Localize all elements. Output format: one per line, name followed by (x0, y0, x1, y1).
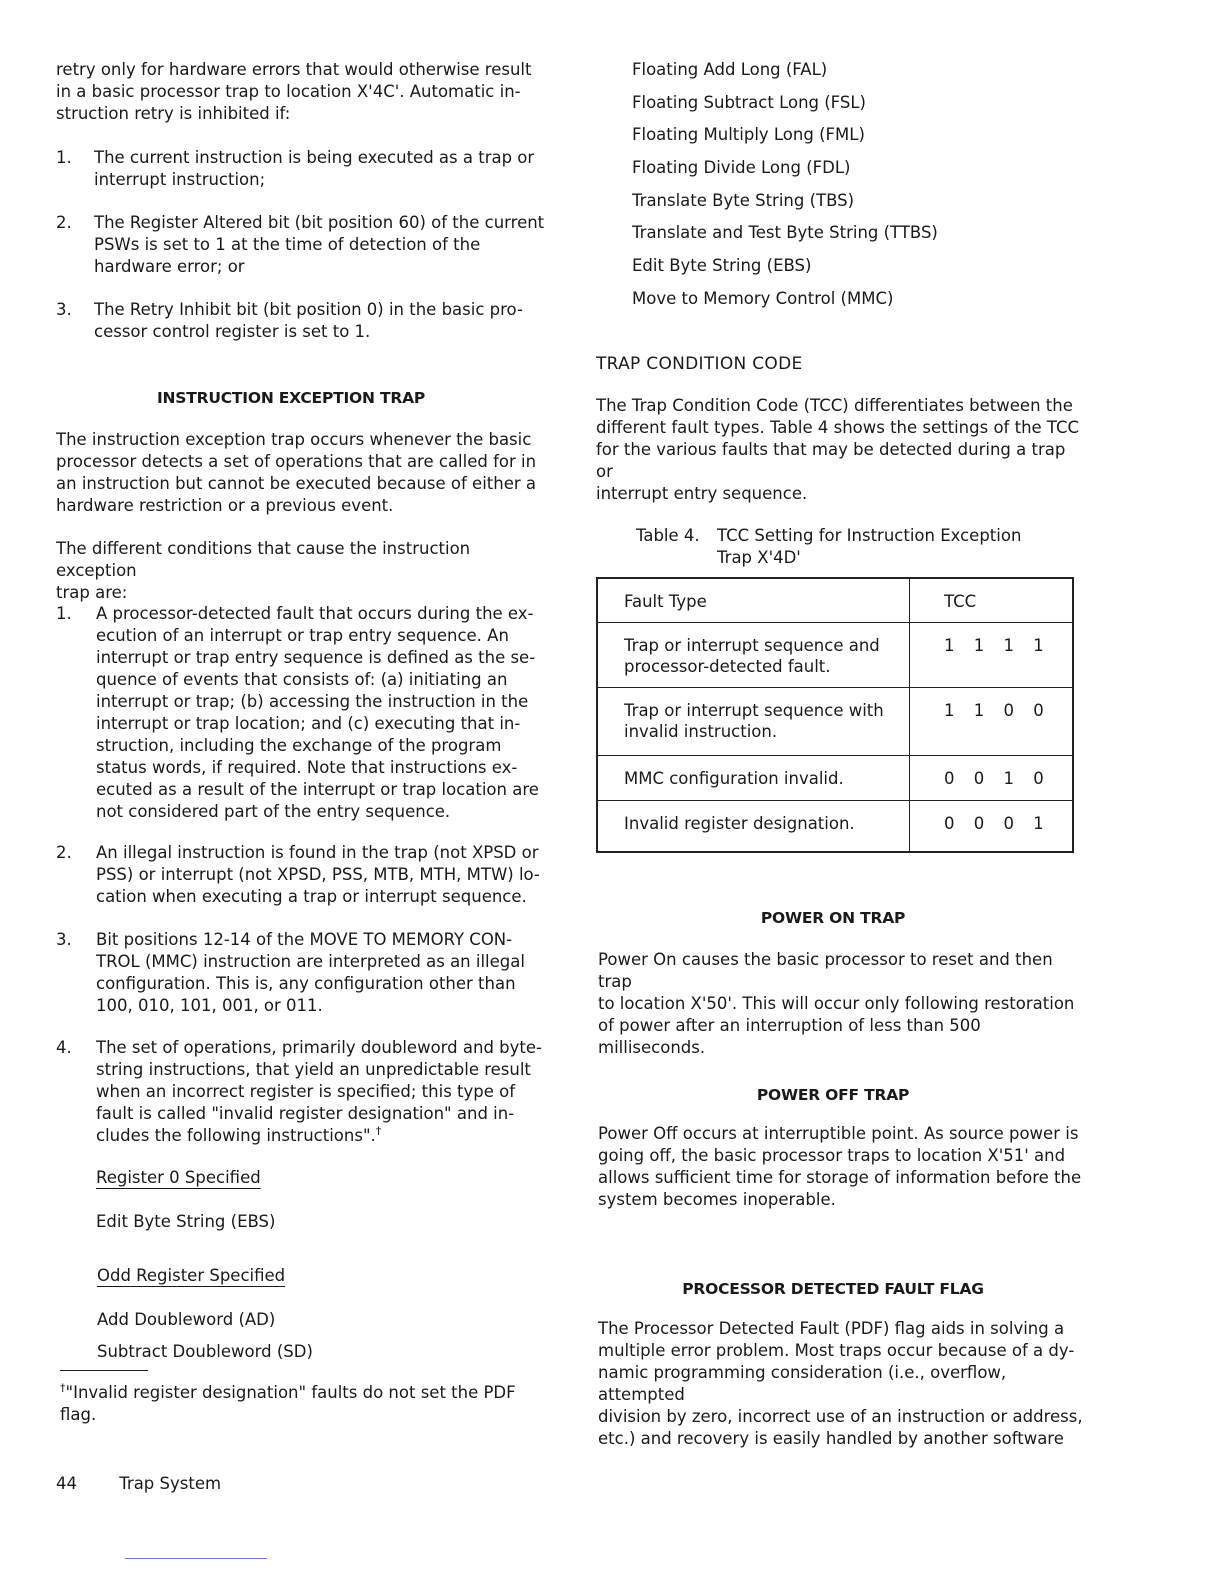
tcc-cell: 1 1 1 1 (910, 623, 1074, 688)
column-header-fault-type: Fault Type (597, 578, 910, 623)
processor-detected-fault-flag-heading: PROCESSOR DETECTED FAULT FLAG (682, 1280, 984, 1298)
tcc-paragraph: The Trap Condition Code (TCC) differentiates between the different fault types. Table 4 shows the settings of the TCC for the various faults that may be detected during a trap or interrupt entry sequence. (596, 396, 1080, 503)
table-row (597, 801, 1073, 853)
power-off-heading: POWER OFF TRAP (756, 1086, 910, 1104)
list-item: Floating Subtract Long (FSL) (632, 92, 866, 112)
instruction-exception-heading: INSTRUCTION EXCEPTION TRAP (156, 389, 426, 407)
column-header-tcc: TCC (910, 578, 1074, 623)
tcc-cell: 0 0 1 0 (910, 756, 1074, 801)
table-row (597, 756, 1073, 801)
page-footer (56, 1473, 221, 1495)
condition-item-1: 1. A processor-detected fault that occurs during the ex- ecution of an interrupt or trap entry sequence. An interrupt or trap entry sequence is defined as the se- quence of events that consists of: (a) initiating an interrupt or trap; (b) accessing the instruction in the interrupt or trap location; and (c) executing that in- struction, including the exchange of the program status words, if required. Note that instructions ex- ecuted as a result of the interrupt or trap location are not considered part of the entry sequence. (56, 604, 539, 821)
instruction-list (632, 59, 1122, 321)
table-row (597, 688, 1073, 756)
fault-type-cell: Invalid register designation. (597, 801, 910, 853)
condition-item-2: 2. An illegal instruction is found in the trap (not XPSD or PSS) or interrupt (not XPSD, PSS, MTB, MTH, MTW) lo- cation when executing a trap or interrupt sequence. (56, 843, 540, 906)
dagger-mark: † (375, 1124, 382, 1138)
retry-item-3: 3. The Retry Inhibit bit (bit position 0) in the basic pro- cessor control register is set to 1. (56, 300, 523, 341)
fault-type-cell: Trap or interrupt sequence and processor-detected fault. (597, 623, 910, 688)
odd-register-item: Subtract Doubleword (SD) (97, 1342, 313, 1361)
register-0-heading: Register 0 Specified (96, 1168, 261, 1187)
list-item: Edit Byte String (EBS) (632, 256, 812, 276)
footnote-rule (60, 1370, 148, 1371)
table-row (597, 623, 1073, 688)
power-on-paragraph: Power On causes the basic processor to reset and then trap to location X'50'. This will occur only following restoration of power after an interruption of less than 500 milliseconds. (598, 950, 1075, 1057)
condition-item-3: 3. Bit positions 12-14 of the MOVE TO MEMORY CON- TROL (MMC) instruction are interpreted as an illegal configuration. This is, any configuration other than 100, 010, 101, 001, or 011. (56, 930, 525, 1015)
list-item: Floating Multiply Long (FML) (632, 125, 865, 145)
register-0-item: Edit Byte String (EBS) (96, 1212, 276, 1231)
condition-item-4: 4. The set of operations, primarily doubleword and byte- string instructions, that yield an unpredictable result when an incorrect register is specified; this type of fault is called "invalid register designation" and in- cludes the following instructions".† (56, 1038, 542, 1145)
retry-item-1: 1. The current instruction is being executed as a trap or interrupt instruction; (56, 148, 535, 189)
list-item: Translate Byte String (TBS) (632, 190, 855, 210)
power-on-heading: POWER ON TRAP (760, 909, 906, 927)
scan-artifact-line (125, 1558, 267, 1559)
table-header-row (597, 578, 1073, 623)
list-item: Translate and Test Byte String (TTBS) (632, 223, 938, 243)
list-item: Floating Divide Long (FDL) (632, 158, 851, 178)
fault-type-cell: MMC configuration invalid. (597, 756, 910, 801)
tcc-cell: 1 1 0 0 (910, 688, 1074, 756)
section-name: Trap System (119, 1474, 222, 1493)
table-caption: Table 4. TCC Setting for Instruction Exception Trap X'4D' (636, 526, 1022, 567)
instruction-exception-paragraph: The instruction exception trap occurs whenever the basic processor detects a set of operations that are called for in an instruction but cannot be executed because of either a hardware restriction or a previous event. (56, 430, 537, 515)
intro-paragraph: retry only for hardware errors that would otherwise result in a basic processor trap to location X'4C'. Automatic in- struction retry is inhibited if: (56, 60, 532, 123)
odd-register-item: Add Doubleword (AD) (97, 1310, 276, 1329)
trap-condition-code-heading: TRAP CONDITION CODE (596, 354, 803, 374)
tcc-cell: 0 0 0 1 (910, 801, 1074, 853)
retry-item-2: 2. The Register Altered bit (bit position 60) of the current PSWs is set to 1 at the time of detection of the hardware error; or (56, 213, 545, 276)
tcc-table (596, 577, 1074, 853)
list-item: Floating Add Long (FAL) (632, 60, 828, 79)
fault-type-cell: Trap or interrupt sequence with invalid instruction. (597, 688, 910, 756)
footnote: †"Invalid register designation" faults do not set the PDF flag. (60, 1381, 516, 1424)
page-number: 44 (56, 1474, 77, 1493)
odd-register-heading: Odd Register Specified (97, 1266, 286, 1285)
conditions-paragraph: The different conditions that cause the instruction exception trap are: (56, 539, 471, 602)
pdf-paragraph: The Processor Detected Fault (PDF) flag aids in solving a multiple error problem. Most traps occur because of a dy- namic programming consideration (i.e., overflow, attempted division by zero, incorrect use of an instruction or address, etc.) and recovery is easily handled by another software (598, 1319, 1083, 1448)
list-item: Move to Memory Control (MMC) (632, 288, 894, 308)
power-off-paragraph: Power Off occurs at interruptible point. As source power is going off, the basic processor traps to location X'51' and allows sufficient time for storage of information before the system becomes inoperable. (598, 1124, 1082, 1209)
